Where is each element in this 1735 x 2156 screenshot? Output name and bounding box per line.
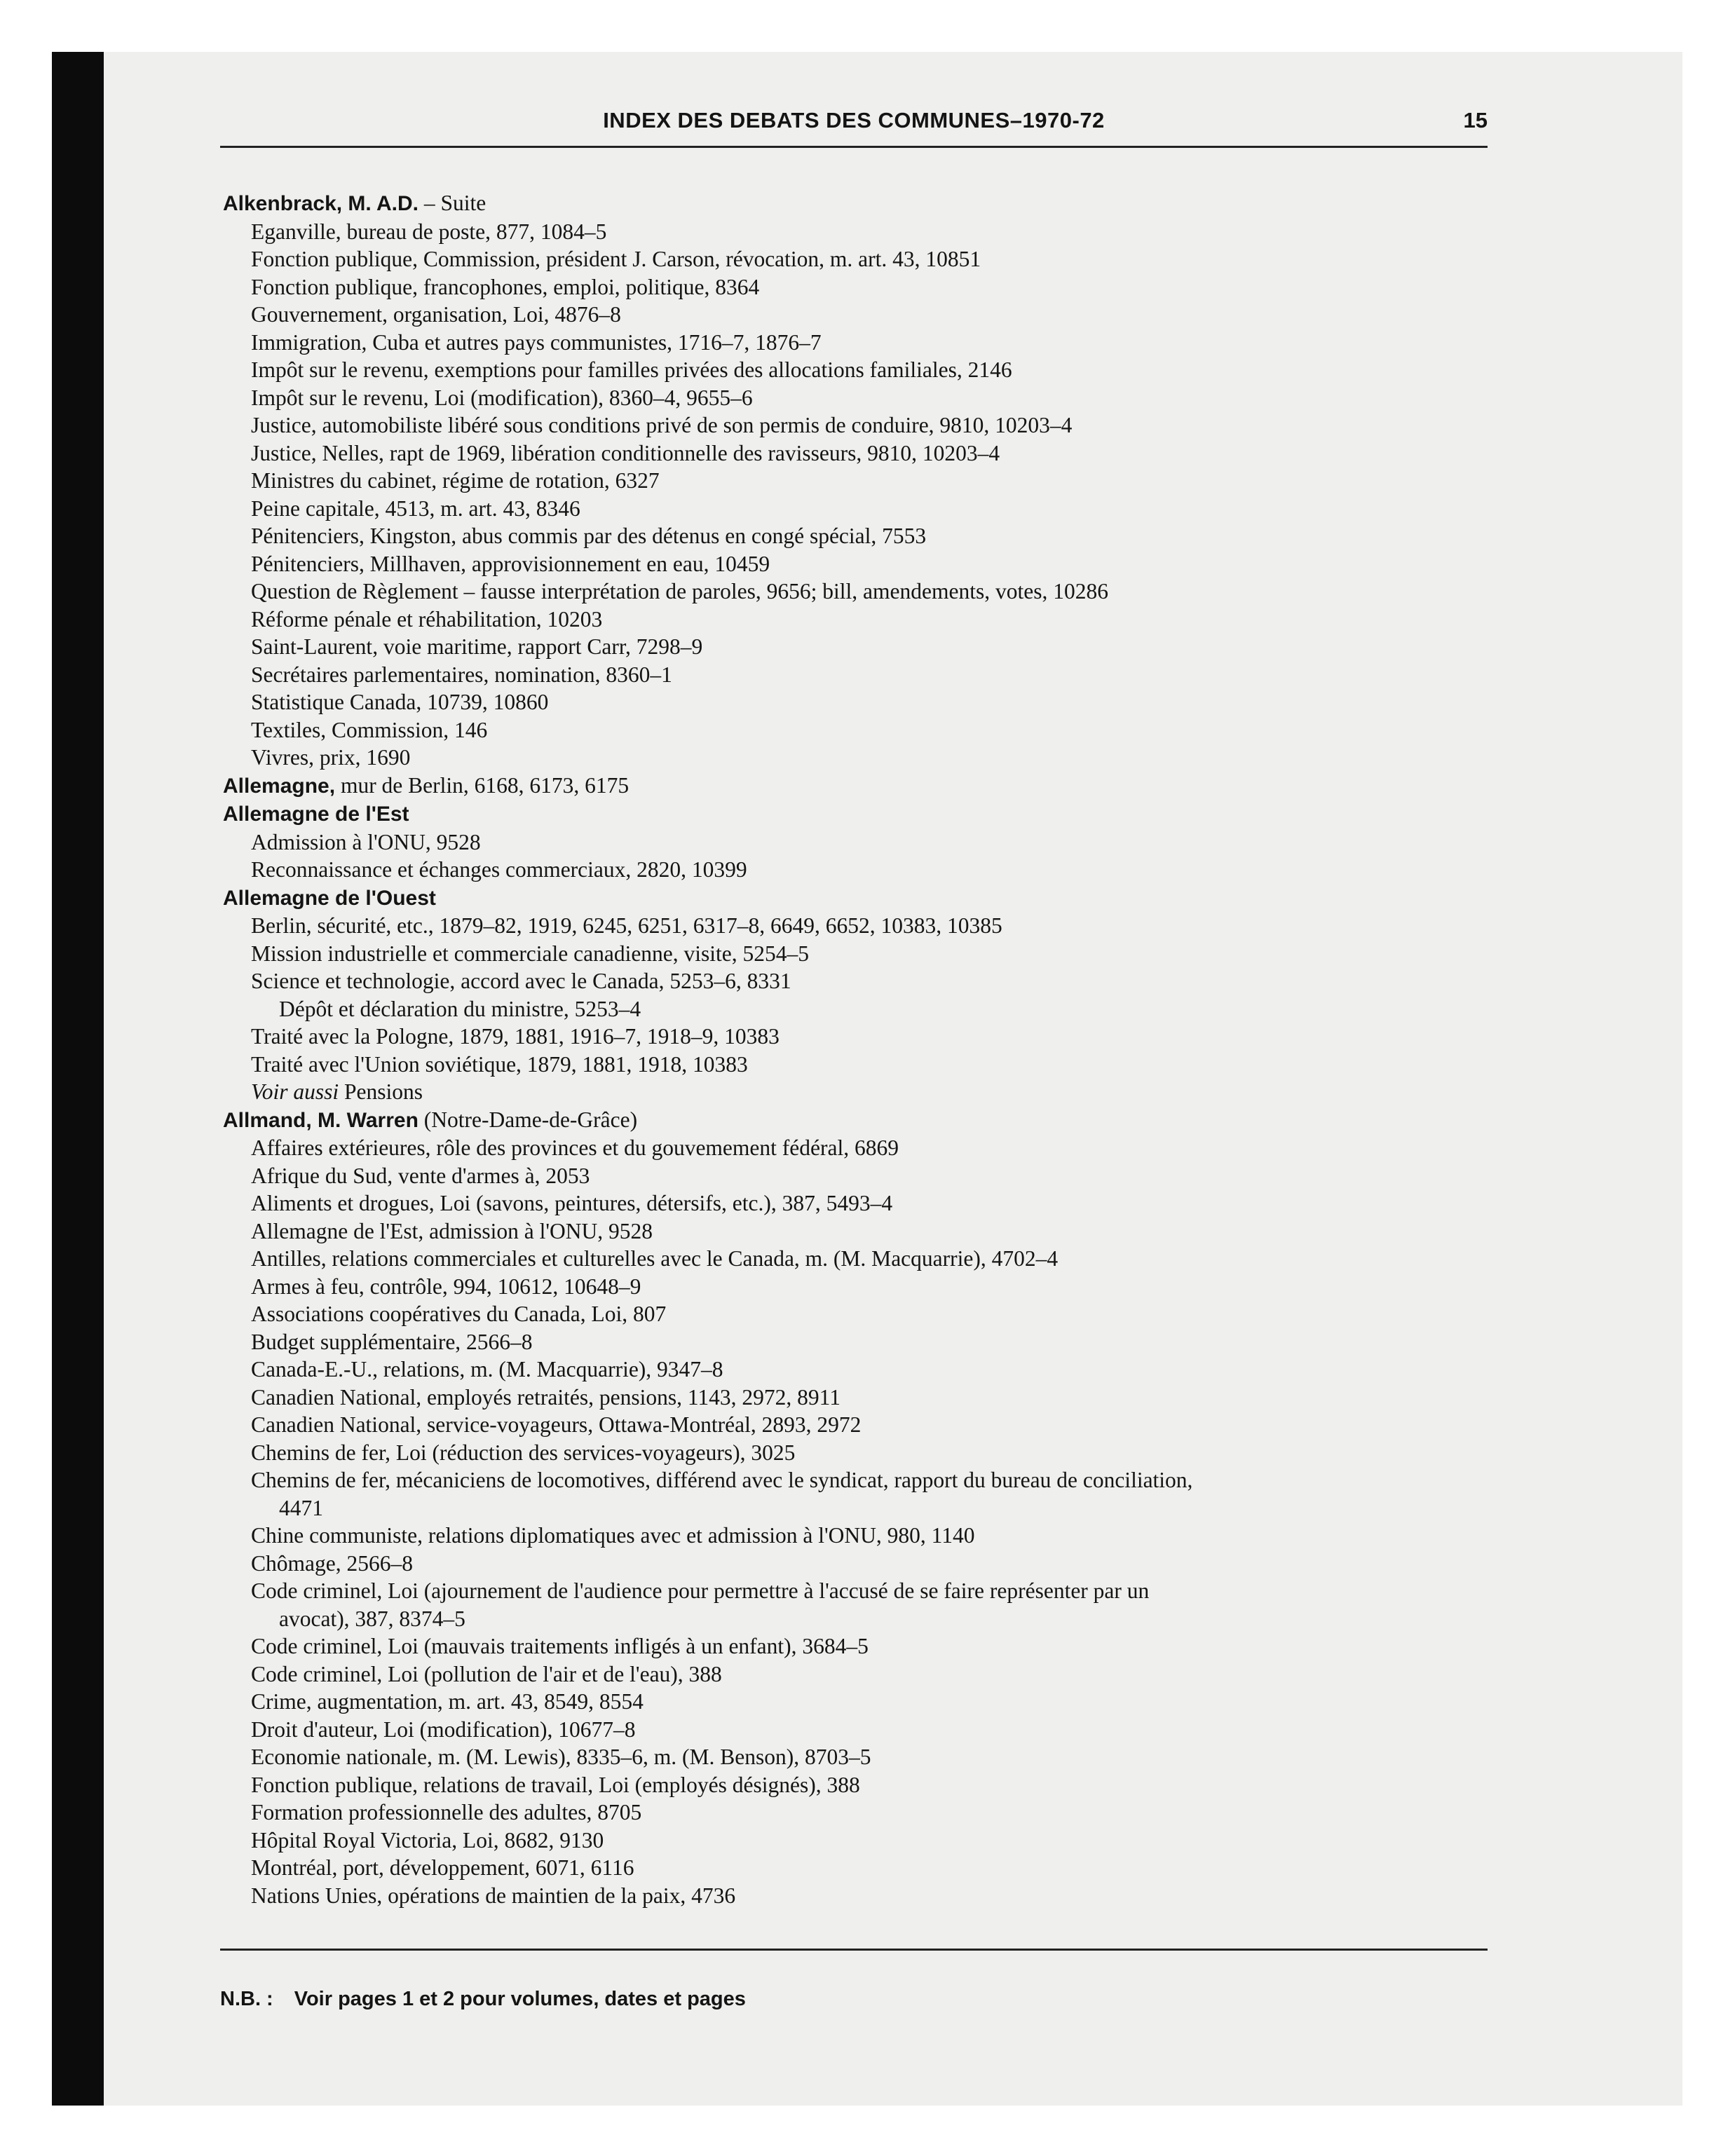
index-subentry: Eganville, bureau de poste, 877, 1084–5 — [251, 219, 607, 244]
index-heading — [223, 772, 1499, 800]
footer-text: Voir pages 1 et 2 pour volumes, dates et pages — [294, 1988, 746, 2010]
index-subentry: Statistique Canada, 10739, 10860 — [251, 690, 549, 714]
index-subentry: Admission à l'ONU, 9528 — [251, 829, 481, 854]
index-heading — [223, 800, 1499, 828]
index-subentry: Chine communiste, relations diplomatiques avec et admission à l'ONU, 980, 1140 — [251, 1523, 975, 1548]
index-subentry: Ministres du cabinet, régime de rotation, 6327 — [251, 468, 660, 493]
index-subentry: Textiles, Commission, 146 — [251, 717, 488, 742]
index-subentry: Gouvernement, organisation, Loi, 4876–8 — [251, 302, 621, 327]
heading-name: Allemagne, — [223, 774, 336, 798]
heading-rest: – Suite — [418, 191, 487, 215]
footer-note — [220, 1988, 746, 2011]
index-subentry: Droit d'auteur, Loi (modification), 10677–8 — [251, 1717, 636, 1742]
index-subentry: Chemins de fer, mécaniciens de locomotives, différend avec le syndicat, rapport du bureau de conciliation, — [251, 1468, 1193, 1492]
heading-name: Allmand, M. Warren — [223, 1108, 419, 1132]
index-subentry: Fonction publique, francophones, emploi, politique, 8364 — [251, 274, 760, 299]
index-subentry: Aliments et drogues, Loi (savons, peintures, détersifs, etc.), 387, 5493–4 — [251, 1191, 893, 1215]
page-number: 15 — [1463, 108, 1488, 132]
index-subentry: Formation professionnelle des adultes, 8705 — [251, 1800, 642, 1824]
index-subentry: Affaires extérieures, rôle des provinces et du gouvemement fédéral, 6869 — [251, 1135, 899, 1160]
index-subentry: Antilles, relations commerciales et culturelles avec le Canada, m. (M. Macquarrie), 4702–4 — [251, 1246, 1059, 1271]
see-also-entry — [223, 1078, 1499, 1106]
index-subentry: Nations Unies, opérations de maintien de la paix, 4736 — [251, 1883, 736, 1908]
index-subentry: Vivres, prix, 1690 — [251, 745, 411, 770]
heading-name: Allemagne de l'Est — [223, 803, 409, 826]
index-subentry: Budget supplémentaire, 2566–8 — [251, 1329, 533, 1354]
see-also-target: Pensions — [339, 1079, 423, 1104]
see-also-label: Voir aussi — [251, 1079, 339, 1104]
index-entry-continuation: 4471 — [279, 1495, 323, 1520]
index-subentry: Canada-E.-U., relations, m. (M. Macquarrie), 9347–8 — [251, 1357, 723, 1381]
heading-name: Alkenbrack, M. A.D. — [223, 192, 419, 215]
index-subentry: Canadien National, employés retraités, pensions, 1143, 2972, 8911 — [251, 1384, 841, 1410]
scan-border — [52, 52, 104, 2106]
index-subentry: Code criminel, Loi (mauvais traitements infligés à un enfant), 3684–5 — [251, 1634, 869, 1658]
index-subentry: Mission industrielle et commerciale canadienne, visite, 5254–5 — [251, 941, 810, 966]
index-subentry: Chemins de fer, Loi (réduction des services-voyageurs), 3025 — [251, 1440, 796, 1465]
heading-rest: (Notre-Dame-de-Grâce) — [418, 1107, 638, 1132]
index-subentry: Hôpital Royal Victoria, Loi, 8682, 9130 — [251, 1827, 604, 1853]
index-heading — [223, 884, 1499, 913]
page-header — [220, 105, 1488, 136]
index-subentry: Saint-Laurent, voie maritime, rapport Carr, 7298–9 — [251, 634, 703, 659]
index-subentry: Impôt sur le revenu, exemptions pour familles privées des allocations familiales, 2146 — [251, 357, 1012, 382]
index-subentry: Canadien National, service-voyageurs, Ottawa-Montréal, 2893, 2972 — [251, 1412, 862, 1437]
index-subentry: Fonction publique, Commission, président J. Carson, révocation, m. art. 43, 10851 — [251, 247, 981, 271]
index-subentry: Associations coopératives du Canada, Loi, 807 — [251, 1302, 667, 1326]
index-subentry: Science et technologie, accord avec le Canada, 5253–6, 8331 — [251, 969, 791, 993]
index-subentry: Question de Règlement – fausse interprétation de paroles, 9656; bill, amendements, votes, 10286 — [251, 579, 1108, 603]
index-subentry: Traité avec la Pologne, 1879, 1881, 1916–7, 1918–9, 10383 — [251, 1024, 780, 1049]
footer-rule — [220, 1949, 1488, 1951]
index-subentry: Pénitenciers, Kingston, abus commis par des détenus en congé spécial, 7553 — [251, 524, 927, 548]
index-heading — [223, 1106, 1499, 1135]
index-subentry: Code criminel, Loi (ajournement de l'audience pour permettre à l'accusé de se faire représenter par un — [251, 1578, 1150, 1603]
heading-name: Allemagne de l'Ouest — [223, 886, 436, 910]
index-subentry: Traité avec l'Union soviétique, 1879, 1881, 1918, 10383 — [251, 1051, 748, 1077]
index-entry-continuation: avocat), 387, 8374–5 — [279, 1606, 465, 1631]
index-subentry: Chômage, 2566–8 — [251, 1550, 413, 1576]
footer-label: N.B. : — [220, 1988, 273, 2010]
index-subentry: Pénitenciers, Millhaven, approvisionnement en eau, 10459 — [251, 551, 770, 576]
heading-rest: mur de Berlin, 6168, 6173, 6175 — [335, 772, 630, 798]
index-subentry: Impôt sur le revenu, Loi (modification), 8360–4, 9655–6 — [251, 385, 753, 410]
index-subentry: Reconnaissance et échanges commerciaux, 2820, 10399 — [251, 857, 747, 882]
index-subentry: Economie nationale, m. (M. Lewis), 8335–6, m. (M. Benson), 8703–5 — [251, 1745, 871, 1769]
page-title: INDEX DES DEBATS DES COMMUNES–1970-72 — [603, 108, 1105, 132]
index-subentry: Réforme pénale et réhabilitation, 10203 — [251, 606, 603, 632]
header-rule — [220, 146, 1488, 148]
index-heading — [223, 189, 1499, 218]
index-subsubentry: Dépôt et déclaration du ministre, 5253–4 — [279, 996, 641, 1021]
index-subentry: Immigration, Cuba et autres pays communistes, 1716–7, 1876–7 — [251, 329, 822, 355]
index-subentry: Crime, augmentation, m. art. 43, 8549, 8554 — [251, 1689, 644, 1714]
index-subentry: Code criminel, Loi (pollution de l'air et de l'eau), 388 — [251, 1661, 722, 1686]
index-entries — [223, 189, 1499, 1909]
index-subentry: Afrique du Sud, vente d'armes à, 2053 — [251, 1163, 590, 1188]
index-subentry: Montréal, port, développement, 6071, 6116 — [251, 1855, 634, 1880]
index-subentry: Fonction publique, relations de travail, Loi (employés désignés), 388 — [251, 1772, 860, 1797]
index-subentry: Justice, Nelles, rapt de 1969, libération conditionnelle des ravisseurs, 9810, 10203–4 — [251, 440, 1000, 465]
index-subentry: Secrétaires parlementaires, nomination, 8360–1 — [251, 662, 672, 687]
index-subentry: Berlin, sécurité, etc., 1879–82, 1919, 6245, 6251, 6317–8, 6649, 6652, 10383, 10385 — [251, 913, 1002, 938]
index-subentry: Allemagne de l'Est, admission à l'ONU, 9528 — [251, 1218, 653, 1243]
index-subentry: Peine capitale, 4513, m. art. 43, 8346 — [251, 496, 580, 521]
index-subentry: Justice, automobiliste libéré sous conditions privé de son permis de conduire, 9810, 10203–4 — [251, 413, 1073, 437]
index-subentry: Armes à feu, contrôle, 994, 10612, 10648–9 — [251, 1274, 641, 1299]
